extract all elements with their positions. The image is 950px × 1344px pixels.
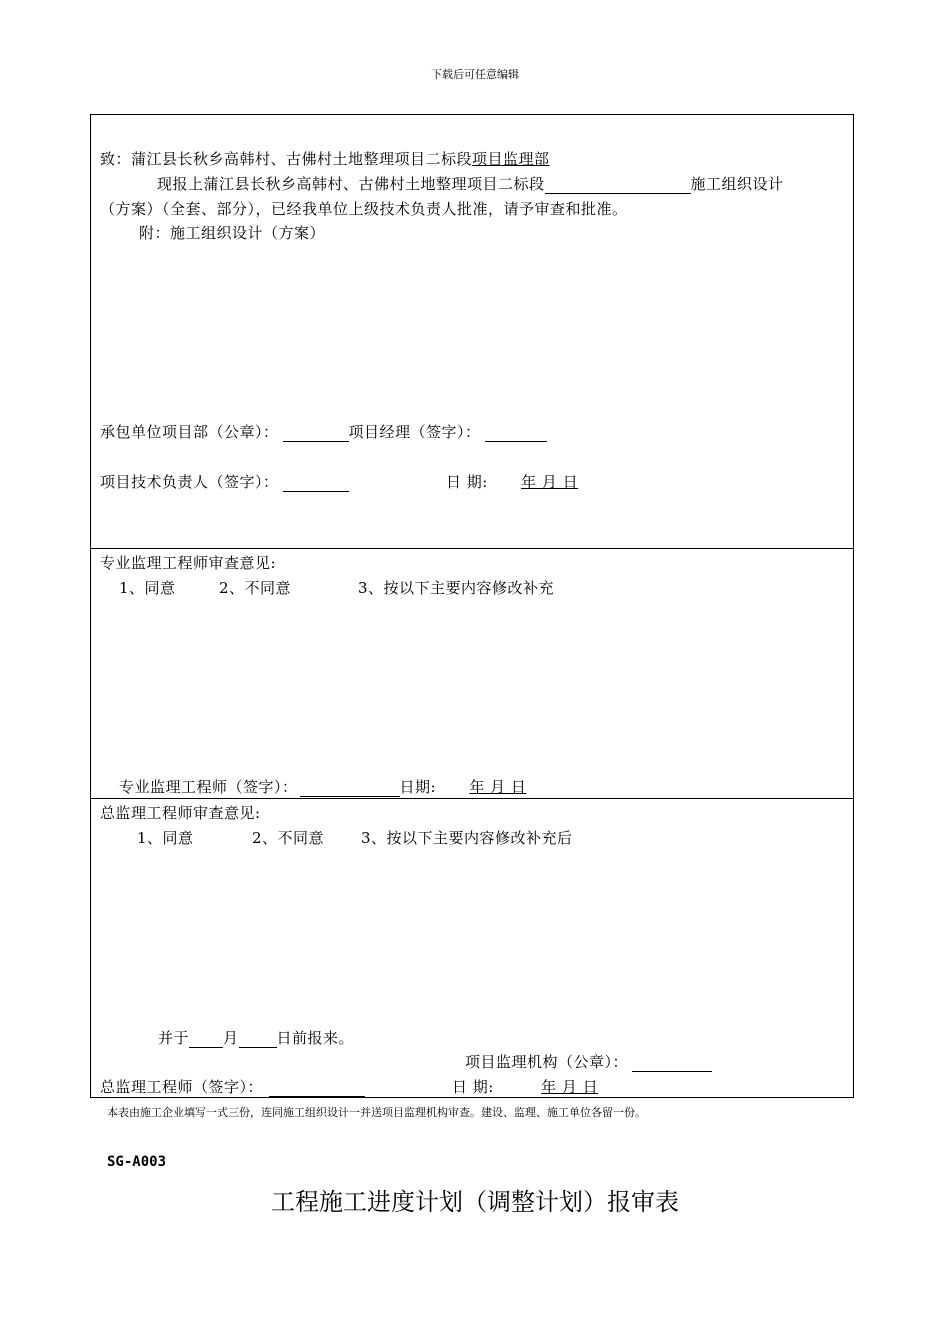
section1-date-line — [446, 471, 582, 492]
addressee-prefix: 致： — [100, 150, 132, 168]
section-name-field[interactable] — [545, 177, 691, 194]
chief-signature-line — [100, 1076, 365, 1097]
contractor-signature-line — [100, 421, 547, 442]
section1-date-value[interactable]: 年 月 日 — [521, 473, 579, 491]
specialist-option-agree[interactable]: 1、同意 — [119, 579, 176, 597]
deadline-prefix: 并于 — [158, 1029, 190, 1047]
agency-label: 项目监理机构（公章）： — [465, 1053, 629, 1071]
submission-line-2: （方案）（全套、部分），已经我单位上级技术负责人批准，请予审查和批准。 — [100, 200, 628, 218]
chief-date-line — [452, 1076, 602, 1097]
manager-label: 项目经理（签字）： — [348, 423, 481, 441]
approval-form-table — [90, 114, 854, 1098]
specialist-engineer-label: 专业监理工程师（签字）： — [119, 778, 298, 796]
tech-lead-signature-field[interactable] — [283, 475, 349, 492]
contractor-seal-field[interactable] — [283, 425, 349, 442]
agency-seal-field[interactable] — [632, 1055, 712, 1072]
contractor-label: 承包单位项目部（公章）： — [100, 423, 279, 441]
chief-engineer-label: 总监理工程师（签字）： — [100, 1078, 264, 1096]
section1-date-label: 日 期: — [446, 473, 488, 491]
specialist-signature-field[interactable] — [300, 780, 400, 797]
page-header-note: 下载后可任意编辑 — [431, 68, 519, 81]
specialist-date-label: 日期: — [399, 778, 437, 796]
section-divider-1 — [90, 548, 854, 549]
chief-signature-field[interactable] — [269, 1080, 365, 1097]
chief-review-heading: 总监理工程师审查意见: — [100, 804, 261, 822]
section-divider-2 — [90, 798, 854, 799]
manager-signature-field[interactable] — [485, 425, 547, 442]
deadline-line — [158, 1027, 354, 1048]
attachment-line: 附：施工组织设计（方案） — [139, 224, 326, 242]
specialist-date-value[interactable]: 年 月 日 — [469, 778, 527, 796]
tech-lead-line — [100, 471, 349, 492]
submission-text: 现报上蒲江县长秋乡高韩村、古佛村土地整理项目二标段 — [157, 175, 545, 193]
addressee-line — [100, 148, 550, 169]
agency-seal-line — [465, 1051, 712, 1072]
chief-option-agree[interactable]: 1、同意 — [137, 829, 194, 847]
chief-option-revise[interactable]: 3、按以下主要内容修改补充后 — [361, 829, 573, 847]
chief-date-value[interactable]: 年 月 日 — [541, 1078, 599, 1096]
submission-suffix: 施工组织设计 — [690, 175, 784, 193]
specialist-option-revise[interactable]: 3、按以下主要内容修改补充 — [358, 579, 555, 597]
submission-line-1 — [157, 173, 784, 194]
deadline-month-field[interactable] — [189, 1031, 223, 1048]
chief-option-disagree[interactable]: 2、不同意 — [252, 829, 325, 847]
specialist-signature-line — [119, 776, 536, 797]
specialist-review-heading: 专业监理工程师审查意见: — [100, 554, 277, 572]
form-code: SG-A003 — [107, 1154, 167, 1170]
deadline-month-label: 月 — [223, 1029, 239, 1047]
next-form-title: 工程施工进度计划（调整计划）报审表 — [271, 1188, 679, 1216]
tech-lead-label: 项目技术负责人（签字）： — [100, 473, 279, 491]
deadline-day-field[interactable] — [239, 1031, 277, 1048]
addressee-dept: 项目监理部 — [472, 150, 550, 168]
deadline-suffix: 日前报来。 — [276, 1029, 355, 1047]
addressee-org: 蒲江县长秋乡高韩村、古佛村土地整理项目二标段 — [131, 150, 473, 168]
specialist-option-disagree[interactable]: 2、不同意 — [219, 579, 292, 597]
chief-date-label: 日 期: — [452, 1078, 494, 1096]
form-footnote: 本表由施工企业填写一式三份，连同施工组织设计一并送项目监理机构审查。建设、监理、施工单位各留一份。 — [107, 1106, 646, 1119]
